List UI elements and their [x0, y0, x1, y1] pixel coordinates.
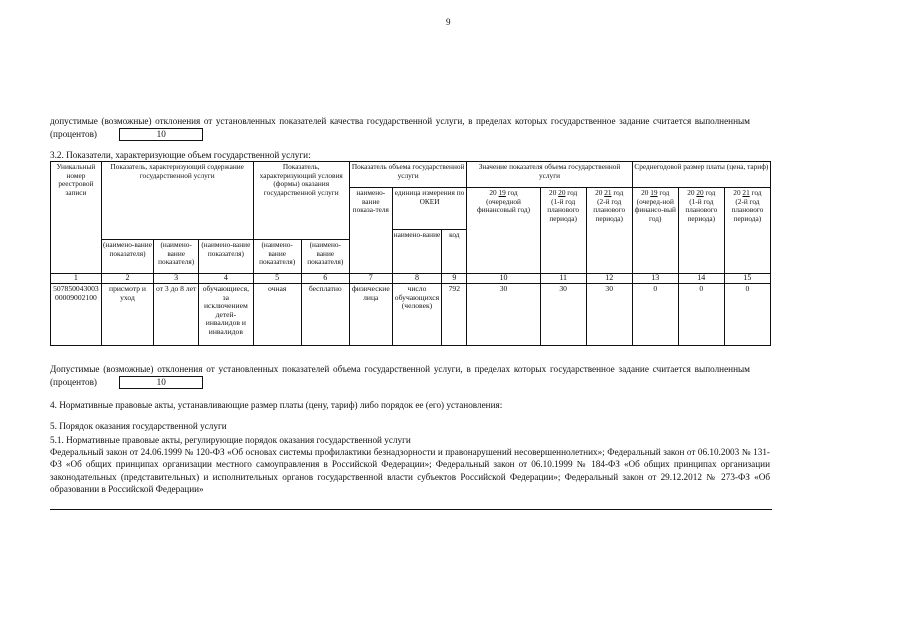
- header-unit-code: код: [442, 230, 467, 274]
- volume-deviation-paragraph: [50, 363, 750, 389]
- col-number: 11: [540, 274, 586, 284]
- table-row: [51, 284, 771, 346]
- header-content: Показатель, характеризующий содержание государственной услуги: [101, 162, 253, 240]
- cell-fee-year-1: 0: [632, 284, 678, 346]
- header-fee-year-1: 20 19 год (очеред-ной финансо-вый год): [632, 188, 678, 274]
- volume-indicators-table: [50, 161, 771, 346]
- laws-list: Федеральный закон от 24.06.1999 № 120-ФЗ «Об основах системы профилактики безнадзорности и правонарушений несовершеннолетних»; Федеральный закон от 06.10.2003 № 131-ФЗ «Об общих принципах организации местного самоуправления в Российской Федерации»; Федеральный закон от 06.10.1999 № 184-ФЗ «Об общих принципах организации законодательных (представительных) и исполнительных органов государственной власти субъектов Российской Федерации»; Федеральный закон от 29.12.2012 № 273-ФЗ «Об образовании в Российской Федерации»: [50, 447, 770, 494]
- header-registry: Уникальный номер реестровой записи: [51, 162, 102, 274]
- col-number: 1: [51, 274, 102, 284]
- divider-line: [50, 509, 772, 510]
- volume-deviation-text: Допустимые (возможные) отклонения от установленных показателей объема государственной услуги, в пределах которых государственное задание считается выполненным (процентов): [50, 364, 750, 387]
- cell-fee-year-3: 0: [724, 284, 770, 346]
- col-number: 13: [632, 274, 678, 284]
- section-5-heading: 5. Порядок оказания государственной услуги: [50, 421, 227, 431]
- cell-value-year-1: 30: [467, 284, 540, 346]
- cell-registry-number: 507850043003 00009002100: [51, 284, 102, 346]
- header-volume: Показатель объема государственной услуги: [349, 162, 467, 188]
- header-year-2: 20 20 год (1-й год планового периода): [540, 188, 586, 274]
- cell-content-3: обучающиеся, за исключением детей-инвалидов и инвалидов: [199, 284, 253, 346]
- cell-content-1: присмотр и уход: [101, 284, 153, 346]
- cell-fee-year-2: 0: [678, 284, 724, 346]
- header-unit-name: наимено-вание: [392, 230, 442, 274]
- subheader-name: (наимено-вание показателя): [101, 240, 153, 274]
- quality-deviation-value: 10: [119, 128, 203, 141]
- quality-deviation-text: допустимые (возможные) отклонения от установленных показателей качества государственной услуги, в пределах которых государственное задание считается выполненным (процентов): [50, 116, 750, 139]
- col-number: 12: [586, 274, 632, 284]
- cell-indicator-name: физические лица: [349, 284, 392, 346]
- col-number: 2: [101, 274, 153, 284]
- header-fee-year-3: 20 21 год (2-й год планового периода): [724, 188, 770, 274]
- col-number: 10: [467, 274, 540, 284]
- volume-deviation-value: 10: [119, 376, 203, 389]
- col-number: 4: [199, 274, 253, 284]
- cell-unit-code: 792: [442, 284, 467, 346]
- subheader-name: (наимено-вание показателя): [199, 240, 253, 274]
- page-number: 9: [446, 17, 451, 27]
- cell-condition-2: бесплатно: [301, 284, 349, 346]
- header-year-1: 20 19 год (очередной финансовый год): [467, 188, 540, 274]
- cell-value-year-3: 30: [586, 284, 632, 346]
- col-number: 7: [349, 274, 392, 284]
- header-fee: Среднегодовой размер платы (цена, тариф): [632, 162, 770, 188]
- header-indicator-name: наимено-вание показа-теля: [349, 188, 392, 274]
- section-4-heading: 4. Нормативные правовые акты, устанавливающие размер платы (цену, тариф) либо порядок ее (его) установления:: [50, 400, 503, 410]
- header-conditions: Показатель, характеризующий условия (формы) оказания государственной услуги: [253, 162, 349, 240]
- col-number: 6: [301, 274, 349, 284]
- col-number: 15: [724, 274, 770, 284]
- col-number: 5: [253, 274, 301, 284]
- cell-condition-1: очная: [253, 284, 301, 346]
- col-number: 14: [678, 274, 724, 284]
- header-unit: единица измерения по ОКЕИ: [392, 188, 467, 230]
- section-5-1-heading: 5.1. Нормативные правовые акты, регулирующие порядок оказания государственной услуги: [50, 435, 411, 445]
- header-value: Значение показателя объема государственной услуги: [467, 162, 632, 188]
- col-number: 8: [392, 274, 442, 284]
- cell-value-year-2: 30: [540, 284, 586, 346]
- header-year-3: 20 21 год (2-й год планового периода): [586, 188, 632, 274]
- cell-content-2: от 3 до 8 лет: [154, 284, 199, 346]
- cell-unit-name: число обучающихся (человек): [392, 284, 442, 346]
- subheader-name: (наимено-вание показателя): [301, 240, 349, 274]
- col-number: 9: [442, 274, 467, 284]
- col-number: 3: [154, 274, 199, 284]
- subheader-name: (наимено-вание показателя): [154, 240, 199, 274]
- subheader-name: (наимено-вание показателя): [253, 240, 301, 274]
- quality-deviation-paragraph: [50, 115, 750, 141]
- section-3-2-heading: 3.2. Показатели, характеризующие объем государственной услуги:: [50, 150, 311, 160]
- header-fee-year-2: 20 20 год (1-й год планового периода): [678, 188, 724, 274]
